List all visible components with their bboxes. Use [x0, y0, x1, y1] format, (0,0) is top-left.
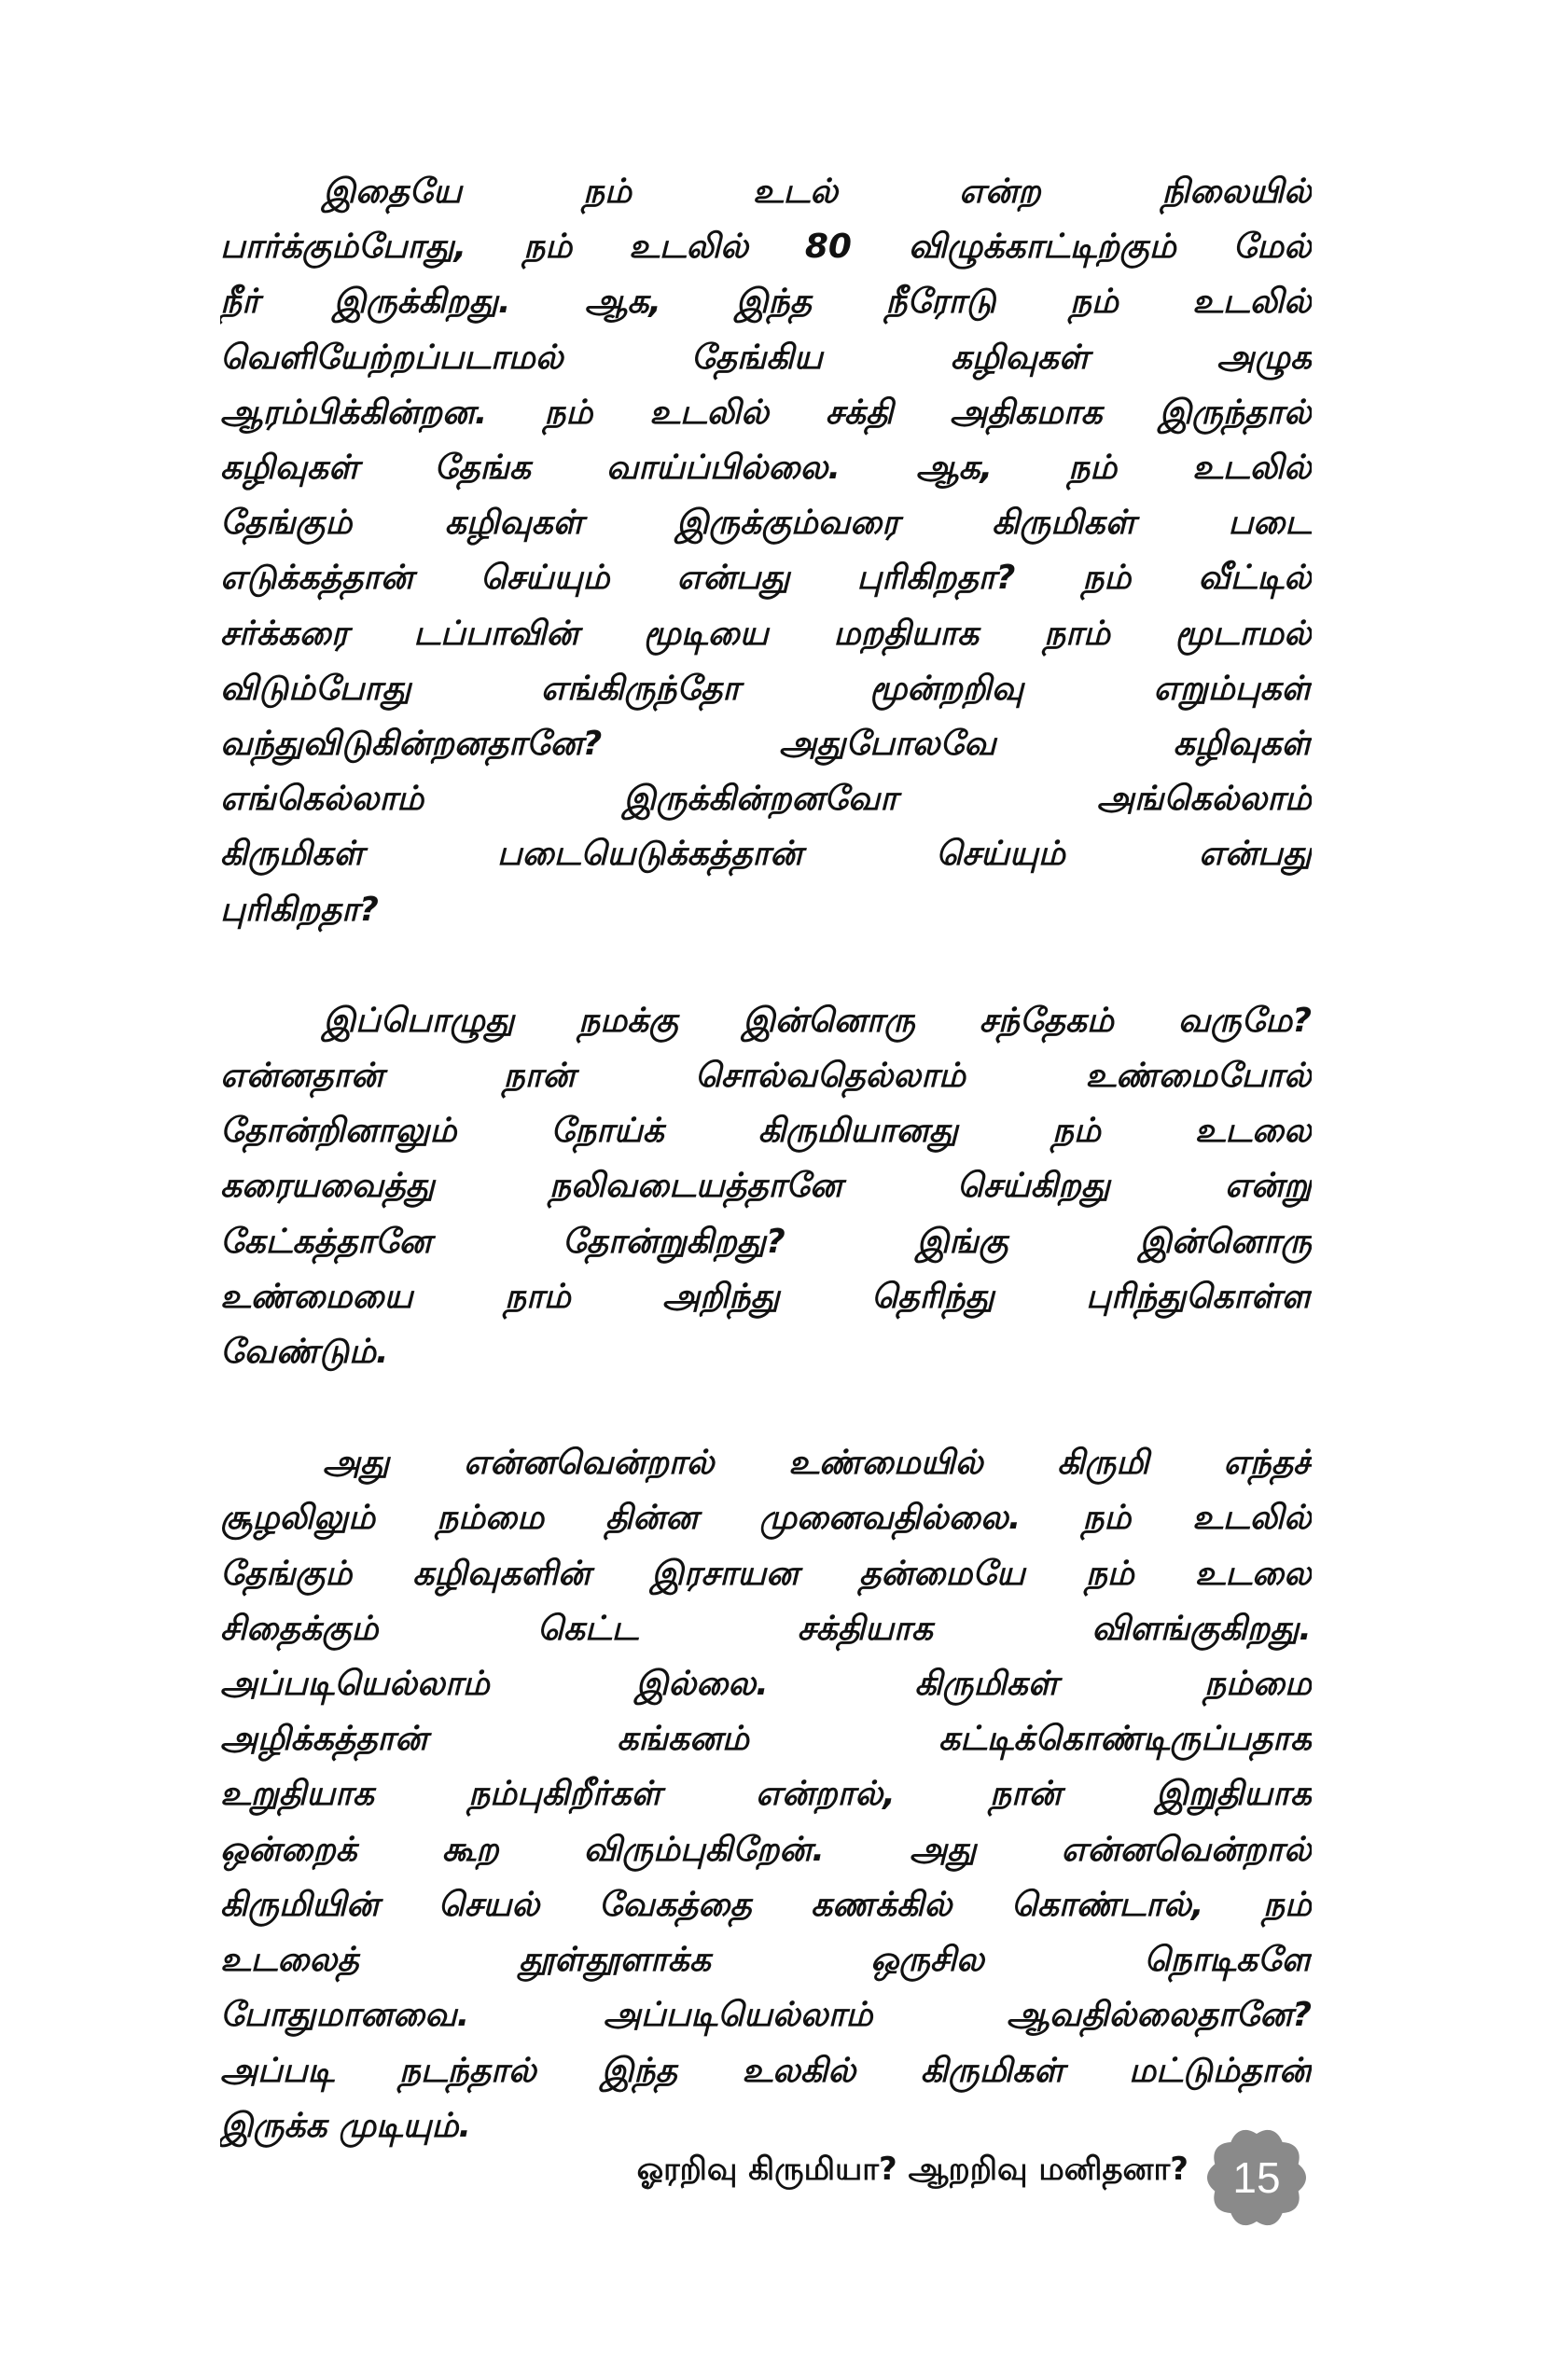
text-line: போதுமானவை. அப்படியெல்லாம் ஆவதில்லைதானே?	[220, 1996, 1312, 2035]
text-line: சூழலிலும் நம்மை தின்ன முனைவதில்லை. நம் உடலில்	[220, 1499, 1312, 1538]
text-line: இதையே நம் உடல் என்ற நிலையில்	[323, 173, 1312, 211]
text-line: வந்துவிடுகின்றனதானே? அதுபோலவே கழிவுகள்	[220, 725, 1312, 764]
paragraph-2	[220, 993, 1312, 1379]
text-line: வேண்டும்.	[220, 1333, 389, 1372]
paragraph-spacer	[220, 1379, 1312, 1435]
text-line: அப்படி நடந்தால் இந்த உலகில் கிருமிகள் மட்டும்தான்	[220, 2051, 1312, 2090]
text-line: என்னதான் நான் சொல்வதெல்லாம் உண்மைபோல்	[220, 1057, 1312, 1096]
book-title: ஓரறிவு கிருமியா? ஆறறிவு மனிதனா?	[636, 2151, 1189, 2188]
page-number-badge	[1205, 2126, 1308, 2229]
body-text	[220, 164, 1312, 2153]
text-line: சர்க்கரை டப்பாவின் மூடியை மறதியாக நாம் மூடாமல்	[220, 614, 1312, 653]
text-line: தோன்றினாலும் நோய்க் கிருமியானது நம் உடலை	[220, 1112, 1312, 1151]
text-line: சிதைக்கும் கெட்ட சக்தியாக விளங்குகிறது.	[220, 1609, 1312, 1648]
text-line: உண்மையை நாம் அறிந்து தெரிந்து புரிந்துகொள்ள	[220, 1277, 1312, 1316]
text-line: கழிவுகள் தேங்க வாய்ப்பில்லை. ஆக, நம் உடலில்	[220, 449, 1312, 488]
page-number: 15	[1232, 2153, 1281, 2202]
text-line: உறுதியாக நம்புகிறீர்கள் என்றால், நான் இறுதியாக	[220, 1775, 1312, 1814]
text-line: விடும்போது எங்கிருந்தோ மூன்றறிவு எறும்புகள்	[220, 669, 1312, 708]
text-line: வெளியேற்றப்படாமல் தேங்கிய கழிவுகள் அழுக	[220, 338, 1312, 377]
text-line: அப்படியெல்லாம் இல்லை. கிருமிகள் நம்மை	[220, 1665, 1312, 1704]
text-line: பார்க்கும்போது, நம் உடலில் 80 விழுக்காட்டிற்கும் மேல்	[220, 228, 1312, 267]
text-line: அழிக்கத்தான் கங்கனம் கட்டிக்கொண்டிருப்பதாக	[220, 1720, 1312, 1759]
text-line: ஒன்றைக் கூற விரும்புகிறேன். அது என்னவென்றால்	[220, 1830, 1312, 1869]
text-line: எடுக்கத்தான் செய்யும் என்பது புரிகிறதா? நம் வீட்டில்	[220, 559, 1312, 598]
paragraph-spacer	[220, 937, 1312, 993]
text-line: கேட்கத்தானே தோன்றுகிறது? இங்கு இன்னொரு	[220, 1222, 1312, 1261]
paragraph-3	[220, 1435, 1312, 2153]
text-line: உடலைத் தூள்தூளாக்க ஒருசில நொடிகளே	[220, 1941, 1312, 1980]
text-line: எங்கெல்லாம் இருக்கின்றனவோ அங்கெல்லாம்	[220, 780, 1312, 819]
text-line: அது என்னவென்றால் உண்மையில் கிருமி எந்தச்	[323, 1444, 1312, 1483]
text-line: தேங்கும் கழிவுகளின் இரசாயன தன்மையே நம் உடலை	[220, 1554, 1312, 1593]
text-line: கரையவைத்து நலிவடையத்தானே செய்கிறது என்று	[220, 1167, 1312, 1206]
text-line: நீர் இருக்கிறது. ஆக, இந்த நீரோடு நம் உடலில்	[220, 283, 1312, 322]
text-line: ஆரம்பிக்கின்றன. நம் உடலில் சக்தி அதிகமாக இருந்தால்	[220, 393, 1312, 432]
page-footer	[0, 2117, 1543, 2229]
text-line: தேங்கும் கழிவுகள் இருக்கும்வரை கிருமிகள் படை	[220, 504, 1312, 543]
text-line: கிருமியின் செயல் வேகத்தை கணக்கில் கொண்டால், நம்	[220, 1885, 1312, 1924]
text-line: கிருமிகள் படையெடுக்கத்தான் செய்யும் என்பது	[220, 835, 1312, 874]
text-line: இருக்க முடியும்.	[220, 2106, 472, 2145]
text-line: புரிகிறதா?	[220, 890, 379, 929]
text-line: இப்பொழுது நமக்கு இன்னொரு சந்தேகம் வருமே?	[323, 1001, 1312, 1040]
paragraph-1	[220, 164, 1312, 937]
